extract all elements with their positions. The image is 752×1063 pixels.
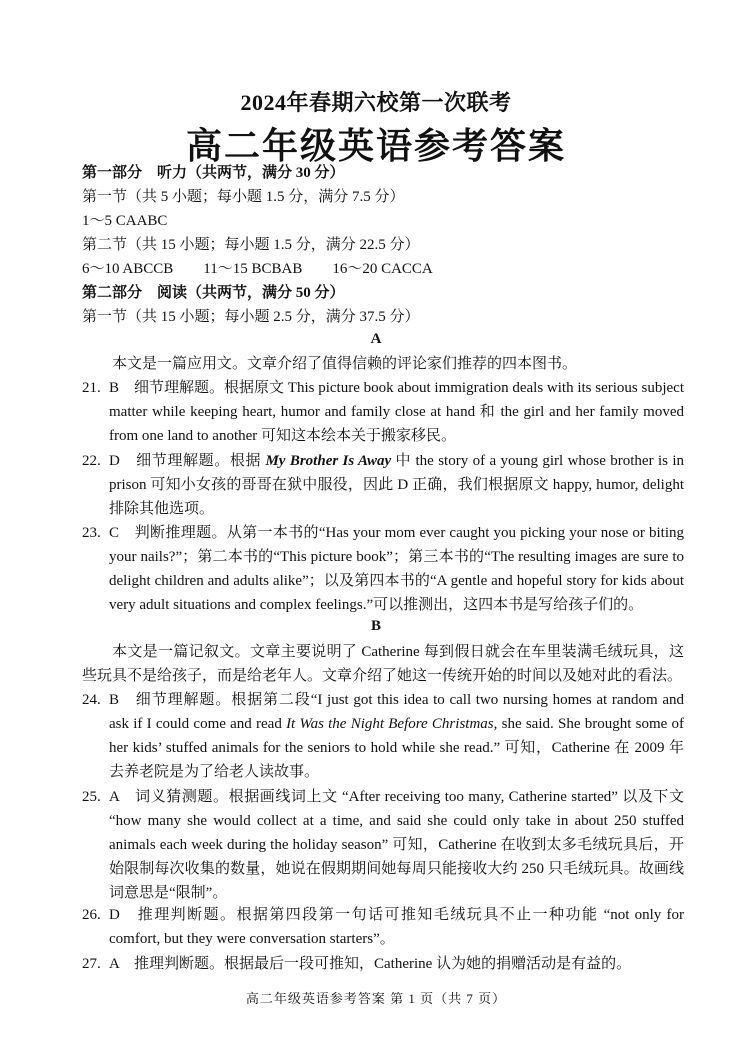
question-21 bbox=[82, 376, 684, 448]
passage-b-intro: 本文是一篇记叙文。文章主要说明了 Catherine 每到假日就会在车里装满毛绒玩具，这些玩具不是给孩子，而是给老年人。文章介绍了她这一传统开始的时间以及她对此的看法。 bbox=[82, 644, 684, 684]
question-number: 21. bbox=[82, 380, 101, 396]
part1-section2-heading: 第二节（共 15 小题；每小题 1.5 分，满分 22.5 分） bbox=[82, 237, 420, 253]
part1-heading: 第一部分 听力（共两节，满分 30 分） bbox=[82, 165, 345, 181]
question-23 bbox=[82, 521, 684, 617]
part2-heading: 第二部分 阅读（共两节，满分 50 分） bbox=[82, 285, 345, 301]
question-explanation: A 词义猜测题。根据画线词上文 “After receiving too many, Catherine started” 以及下文 “how many she would collect at a time, and said she could only take in about 250 stuffed animals each week during the holiday season” 可知，Catherine 在收到太多毛绒玩具后，开始限制每次收集的数量，她说在假期期间她每周只能接收大约 250 只毛绒玩具。故画线词意思是“限制”。 bbox=[109, 789, 684, 901]
question-explanation-start: B 细节理解题。根据第二段“I just got this idea to call two nursing homes at random and ask if I could come and read bbox=[109, 692, 684, 732]
question-26 bbox=[82, 903, 684, 951]
question-explanation-start: D 细节理解题。根据 bbox=[109, 453, 266, 469]
question-number: 26. bbox=[82, 907, 101, 923]
question-explanation: B 细节理解题。根据原文 This picture book about immigration deals with its serious subject matter while keeping heart, humor and family close at hand 和 the girl and her family moved from one land to another 可知这本绘本关于搬家移民。 bbox=[109, 380, 684, 444]
question-22 bbox=[82, 449, 684, 521]
question-explanation: C 判断推理题。从第一本书的“Has your mom ever caught you picking your nose or biting your nails?”；第二本书的“This picture book”；第三本书的“The resulting images are sure to delight children and adults alike”；以及第四本书的“A gentle and hopeful story for kids about very adult situations and complex feelings.”可以推测出，这四本书是写给孩子们的。 bbox=[109, 525, 684, 613]
book-title: My Brother Is Away bbox=[265, 453, 392, 469]
passage-a-intro: 本文是一篇应用文。文章介绍了值得信赖的评论家们推荐的四本图书。 bbox=[112, 356, 578, 372]
part2-section1-heading: 第一节（共 15 小题；每小题 2.5 分，满分 37.5 分） bbox=[82, 309, 420, 325]
question-number: 22. bbox=[82, 453, 101, 469]
part1-section1-heading: 第一节（共 5 小题；每小题 1.5 分，满分 7.5 分） bbox=[82, 189, 405, 205]
question-number: 25. bbox=[82, 789, 101, 805]
question-number: 23. bbox=[82, 525, 101, 541]
book-title: It Was the Night Before Christmas bbox=[286, 716, 494, 732]
question-explanation-end: , she said. She brought some of her kids’ stuffed animals for the seniors to hold while she read.” 可知，Catherine 在 2009 年去养老院是为了给老人读故事。 bbox=[109, 716, 684, 780]
question-explanation: D 推理判断题。根据第四段第一句话可推知毛绒玩具不止一种功能 “not only for comfort, but they were conversation starters”。 bbox=[109, 907, 684, 947]
exam-subtitle: 2024年春期六校第一次联考 bbox=[240, 90, 512, 115]
question-explanation-end: 中 the story of a young girl whose brother is in prison 可知小女孩的哥哥在狱中服役，因此 D 正确，我们根据原文 happy, humor, delight 排除其他选项。 bbox=[109, 453, 685, 517]
passage-a-letter: A bbox=[370, 331, 382, 347]
passage-b-letter: B bbox=[370, 618, 381, 634]
question-number: 27. bbox=[82, 956, 101, 972]
question-24 bbox=[82, 688, 684, 784]
question-explanation: A 推理判断题。根据最后一段可推知，Catherine 认为她的捐赠活动是有益的。 bbox=[109, 956, 632, 972]
question-number: 24. bbox=[82, 692, 101, 708]
page-footer: 高二年级英语参考答案 第 1 页（共 7 页） bbox=[245, 991, 507, 1006]
question-27 bbox=[82, 952, 684, 976]
page-title: 高二年级英语参考答案 bbox=[185, 126, 566, 166]
question-25 bbox=[82, 785, 684, 905]
part1-section2-answers: 6～10 ABCCB 11～15 BCBAB 16～20 CACCA bbox=[82, 261, 433, 277]
part1-section1-answers: 1～5 CAABC bbox=[82, 213, 168, 229]
